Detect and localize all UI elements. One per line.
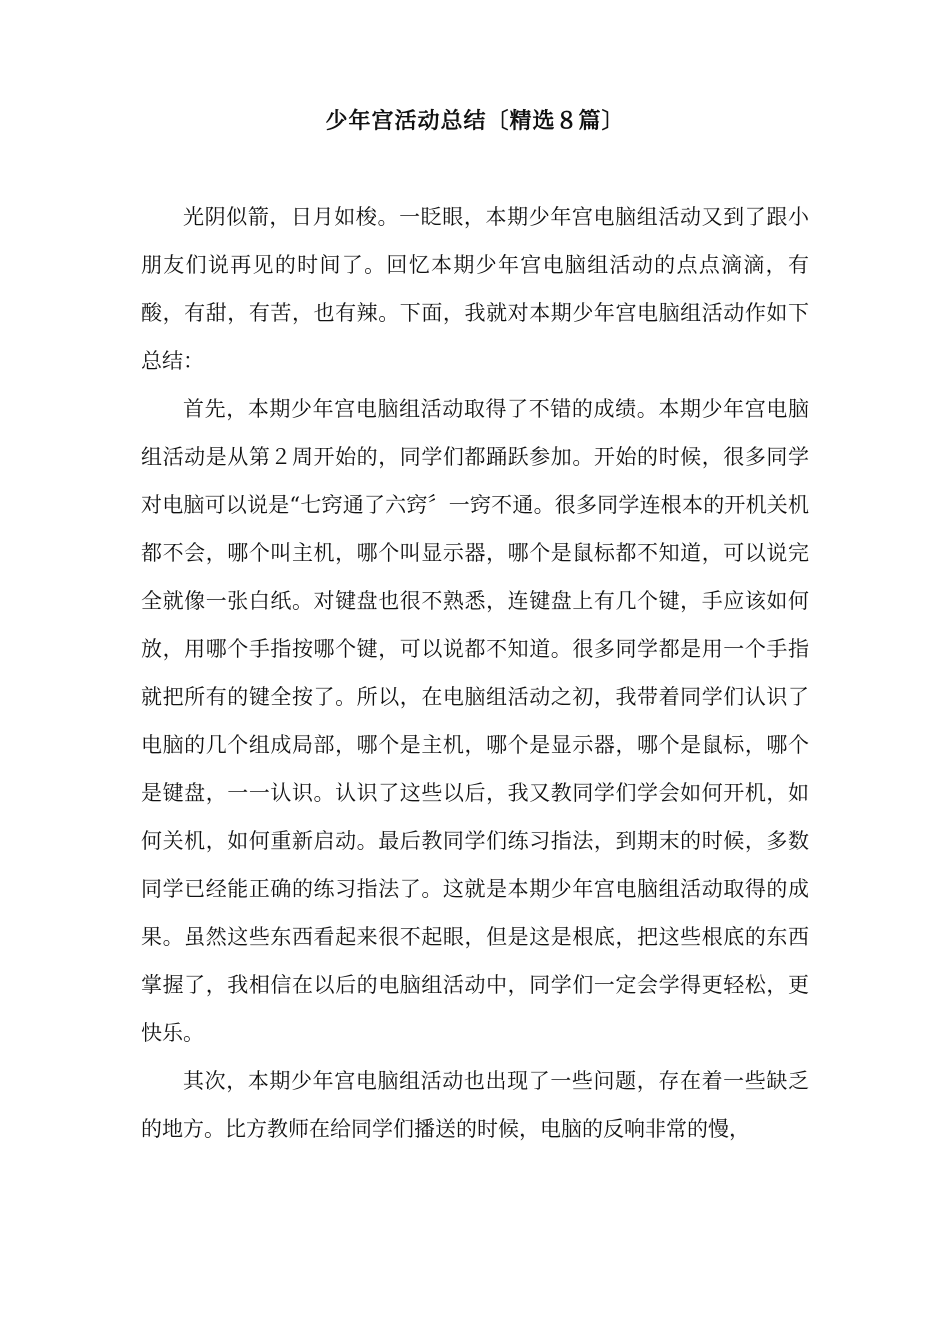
document-title: 少年宫活动总结〔精选８篇〕 — [325, 109, 625, 134]
paragraph-first: 首先，本期少年宫电脑组活动取得了不错的成绩。本期少年宫电脑组活动是从第２周开始的，同学们都踊跃参加。开始的时候，很多同学对电脑可以说是“七窍通了六窍〞一窍不通。很多同学连根本的开机关机都不会，哪个叫主机，哪个叫显示器，哪个是鼠标都不知道，可以说完全就像一张白纸。对键盘也很不熟悉，连键盘上有几个键，手应该如何放，用哪个手指按哪个键，可以说都不知道。很多同学都是用一个手指就把所有的键全按了。所以，在电脑组活动之初，我带着同学们认识了电脑的几个组成局部，哪个是主机，哪个是显示器，哪个是鼠标，哪个是键盘，一一认识。认识了这些以后，我又教同学们学会如何开机，如何关机，如何重新启动。最后教同学们练习指法，到期末的时候，多数同学已经能正确的练习指法了。这就是本期少年宫电脑组活动取得的成果。虽然这些东西看起来很不起眼，但是这是根底，把这些根底的东西掌握了，我相信在以后的电脑组活动中，同学们一定会学得更轻松，更快乐。 — [141, 397, 809, 1045]
paragraph-intro: 光阴似箭，日月如梭。一眨眼，本期少年宫电脑组活动又到了跟小朋友们说再见的时间了。回忆本期少年宫电脑组活动的点点滴滴，有酸，有甜，有苦，也有辣。下面，我就对本期少年宫电脑组活动作如下总结： — [141, 205, 809, 373]
document-body — [141, 193, 809, 1153]
paragraph-second: 其次，本期少年宫电脑组活动也出现了一些问题，存在着一些缺乏的地方。比方教师在给同学们播送的时候，电脑的反响非常的慢， — [141, 1069, 809, 1141]
